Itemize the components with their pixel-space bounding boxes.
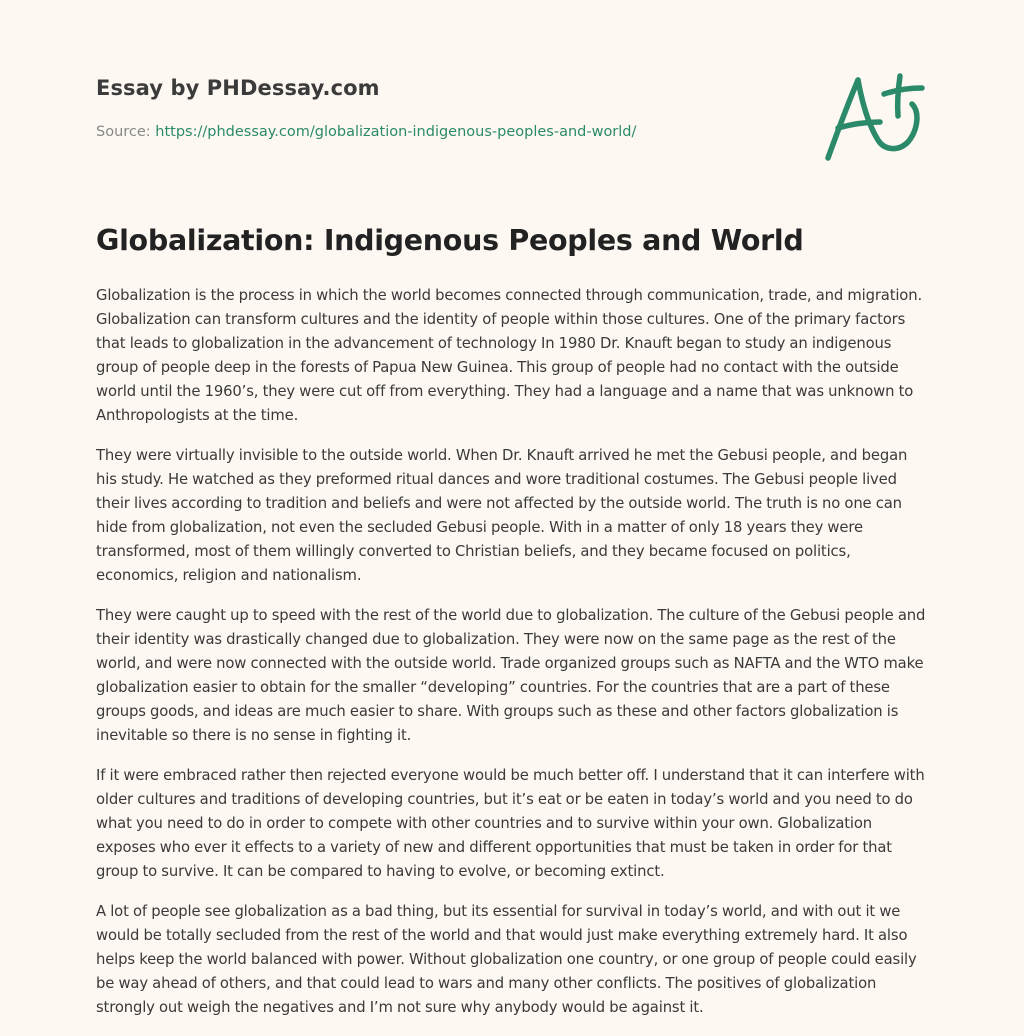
essay-body [96, 284, 928, 1036]
source-label: Source: [96, 124, 156, 140]
essay-paragraph: They were caught up to speed with the rest of the world due to globalization. The culture of the Gebusi people and their identity was drastically changed due to globalization. They were now on the same page as the rest of the world, and were now connected with the outside world. Trade organized groups such as NAFTA and the WTO make globalization easier to obtain for the smaller “developing” countries. For the countries that are a part of these groups goods, and ideas are much easier to share. With groups such as these and other factors globalization is inevitable so there is no sense in fighting it. [96, 607, 926, 744]
a-plus-logo-icon [818, 66, 930, 166]
essay-paragraph: A lot of people see globalization as a bad thing, but its essential for survival in today’s world, and with out it we would be totally secluded from the rest of the world and that would just make everything extremely hard. It also helps keep the world balanced with power. Without globalization one country, or one group of people could easily be way ahead of others, and that could lead to wars and many other conflicts. The positives of globalization strongly out weigh the negatives and I’m not sure why anybody would be against it. [96, 903, 917, 1016]
essay-paragraph: Globalization is the process in which the world becomes connected through communication, trade, and migration. Globalization can transform cultures and the identity of people within those cultures. One of the primary factors that leads to globalization in the advancement of technology In 1980 Dr. Knauft began to study an indigenous group of people deep in the forests of Papua New Guinea. This group of people had no contact with the outside world until the 1960’s, they were cut off from everything. They had a language and a name that was unknown to Anthropologists at the time. [96, 287, 922, 424]
site-brand: Essay by PHDessay.com [96, 76, 380, 100]
essay-paragraph: They were virtually invisible to the outside world. When Dr. Knauft arrived he met the Gebusi people, and began his study. He watched as they preformed ritual dances and wore traditional costumes. The Gebusi people lived their lives according to tradition and beliefs and were not affected by the outside world. The truth is no one can hide from globalization, not even the secluded Gebusi people. With in a matter of only 18 years they were transformed, most of them willingly converted to Christian beliefs, and they became focused on politics, economics, religion and nationalism. [96, 447, 908, 584]
source-line [96, 124, 636, 140]
essay-title: Globalization: Indigenous Peoples and World [96, 224, 804, 257]
essay-paragraph: If it were embraced rather then rejected everyone would be much better off. I understand that it can interfere with older cultures and traditions of developing countries, but it’s eat or be eaten in today’s world and you need to do what you need to do in order to compete with other countries and to survive within your own. Globalization exposes who ever it effects to a variety of new and different opportunities that must be taken in order for that group to survive. It can be compared to having to evolve, or becoming extinct. [96, 767, 925, 880]
source-link[interactable]: https://phdessay.com/globalization-indigenous-peoples-and-world/ [155, 124, 637, 140]
